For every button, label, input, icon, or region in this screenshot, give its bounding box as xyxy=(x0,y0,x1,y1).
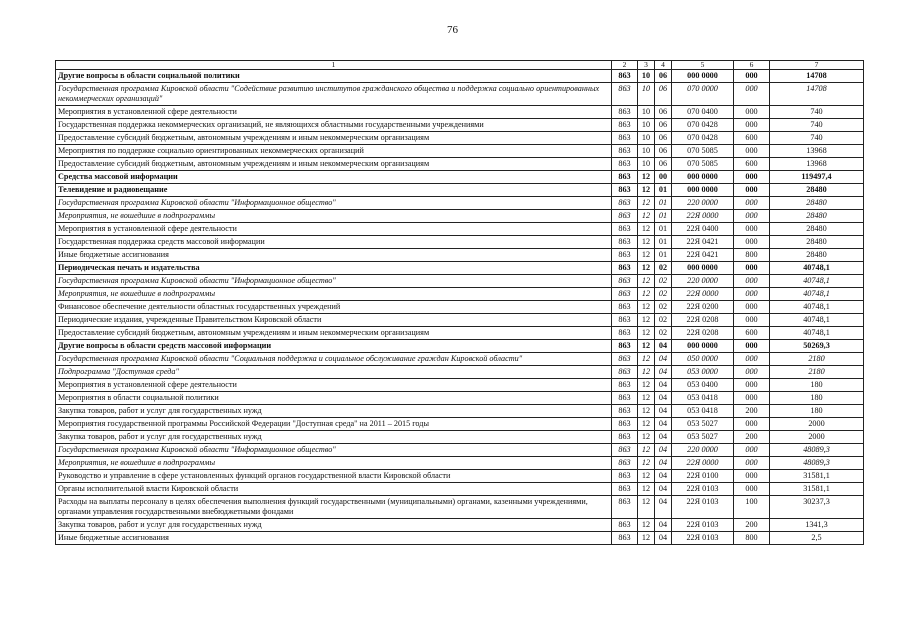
row-name: Руководство и управление в сфере установленных функций органов государственной власти Кировской области xyxy=(56,470,612,483)
cell-subsection: 04 xyxy=(655,379,672,392)
cell-amount: 28480 xyxy=(770,197,864,210)
table-row xyxy=(56,405,864,418)
cell-subsection: 04 xyxy=(655,519,672,532)
cell-subsection: 01 xyxy=(655,197,672,210)
cell-section: 12 xyxy=(638,340,655,353)
row-name: Предоставление субсидий бюджетным, автономным учреждениям и иным некоммерческим организациям xyxy=(56,132,612,145)
cell-admin-code: 863 xyxy=(612,106,638,119)
table-row xyxy=(56,496,864,519)
cell-admin-code: 863 xyxy=(612,532,638,545)
cell-subsection: 04 xyxy=(655,418,672,431)
cell-admin-code: 863 xyxy=(612,275,638,288)
cell-target-item: 053 0000 xyxy=(672,366,734,379)
row-name: Подпрограмма "Доступная среда" xyxy=(56,366,612,379)
cell-expense-type: 000 xyxy=(734,288,770,301)
cell-section: 12 xyxy=(638,314,655,327)
cell-section: 12 xyxy=(638,249,655,262)
cell-subsection: 06 xyxy=(655,70,672,83)
cell-target-item: 000 0000 xyxy=(672,262,734,275)
cell-amount: 119497,4 xyxy=(770,171,864,184)
cell-target-item: 22Я 0421 xyxy=(672,236,734,249)
table-row xyxy=(56,262,864,275)
cell-section: 12 xyxy=(638,171,655,184)
cell-subsection: 02 xyxy=(655,262,672,275)
cell-subsection: 04 xyxy=(655,496,672,519)
cell-subsection: 02 xyxy=(655,314,672,327)
cell-amount: 13968 xyxy=(770,158,864,171)
cell-amount: 40748,1 xyxy=(770,262,864,275)
cell-expense-type: 000 xyxy=(734,470,770,483)
cell-section: 10 xyxy=(638,83,655,106)
cell-subsection: 04 xyxy=(655,431,672,444)
table-row xyxy=(56,392,864,405)
table-row xyxy=(56,210,864,223)
cell-expense-type: 000 xyxy=(734,184,770,197)
cell-amount: 2180 xyxy=(770,366,864,379)
cell-target-item: 000 0000 xyxy=(672,340,734,353)
cell-subsection: 00 xyxy=(655,171,672,184)
table-row xyxy=(56,366,864,379)
cell-admin-code: 863 xyxy=(612,262,638,275)
cell-amount: 2180 xyxy=(770,353,864,366)
table-row xyxy=(56,483,864,496)
table-row xyxy=(56,70,864,83)
cell-expense-type: 200 xyxy=(734,519,770,532)
cell-admin-code: 863 xyxy=(612,431,638,444)
cell-section: 12 xyxy=(638,366,655,379)
row-name: Государственная поддержка средств массовой информации xyxy=(56,236,612,249)
cell-expense-type: 000 xyxy=(734,262,770,275)
row-name: Мероприятия в установленной сфере деятельности xyxy=(56,223,612,236)
table-row xyxy=(56,288,864,301)
cell-target-item: 22Я 0200 xyxy=(672,301,734,314)
cell-admin-code: 863 xyxy=(612,249,638,262)
cell-expense-type: 600 xyxy=(734,158,770,171)
table-row xyxy=(56,532,864,545)
cell-target-item: 070 0400 xyxy=(672,106,734,119)
cell-subsection: 04 xyxy=(655,532,672,545)
cell-admin-code: 863 xyxy=(612,366,638,379)
cell-section: 12 xyxy=(638,470,655,483)
cell-target-item: 053 0418 xyxy=(672,392,734,405)
cell-amount: 31581,1 xyxy=(770,483,864,496)
cell-target-item: 000 0000 xyxy=(672,70,734,83)
cell-subsection: 06 xyxy=(655,106,672,119)
cell-admin-code: 863 xyxy=(612,171,638,184)
cell-target-item: 070 0428 xyxy=(672,132,734,145)
cell-admin-code: 863 xyxy=(612,132,638,145)
cell-amount: 31581,1 xyxy=(770,470,864,483)
cell-expense-type: 000 xyxy=(734,353,770,366)
cell-target-item: 22Я 0421 xyxy=(672,249,734,262)
cell-amount: 180 xyxy=(770,392,864,405)
cell-expense-type: 000 xyxy=(734,70,770,83)
cell-target-item: 22Я 0103 xyxy=(672,519,734,532)
row-name: Иные бюджетные ассигнования xyxy=(56,532,612,545)
table-row xyxy=(56,470,864,483)
cell-expense-type: 800 xyxy=(734,532,770,545)
row-name: Мероприятия, не вошедшие в подпрограммы xyxy=(56,210,612,223)
row-name: Средства массовой информации xyxy=(56,171,612,184)
cell-section: 12 xyxy=(638,405,655,418)
cell-amount: 28480 xyxy=(770,236,864,249)
cell-subsection: 02 xyxy=(655,275,672,288)
cell-subsection: 06 xyxy=(655,158,672,171)
table-row xyxy=(56,418,864,431)
cell-expense-type: 000 xyxy=(734,444,770,457)
cell-subsection: 06 xyxy=(655,119,672,132)
column-number-row xyxy=(56,61,864,70)
row-name: Органы исполнительной власти Кировской области xyxy=(56,483,612,496)
table-row xyxy=(56,106,864,119)
cell-amount: 28480 xyxy=(770,223,864,236)
row-name: Закупка товаров, работ и услуг для государственных нужд xyxy=(56,431,612,444)
cell-section: 10 xyxy=(638,132,655,145)
cell-section: 12 xyxy=(638,236,655,249)
cell-expense-type: 000 xyxy=(734,106,770,119)
table-row xyxy=(56,275,864,288)
cell-admin-code: 863 xyxy=(612,70,638,83)
cell-target-item: 053 0400 xyxy=(672,379,734,392)
row-name: Периодическая печать и издательства xyxy=(56,262,612,275)
cell-subsection: 04 xyxy=(655,366,672,379)
cell-admin-code: 863 xyxy=(612,288,638,301)
column-number: 4 xyxy=(655,61,672,70)
cell-target-item: 000 0000 xyxy=(672,171,734,184)
cell-section: 10 xyxy=(638,145,655,158)
cell-amount: 740 xyxy=(770,119,864,132)
row-name: Закупка товаров, работ и услуг для государственных нужд xyxy=(56,519,612,532)
cell-expense-type: 000 xyxy=(734,366,770,379)
table-row xyxy=(56,444,864,457)
row-name: Телевидение и радиовещание xyxy=(56,184,612,197)
cell-target-item: 070 5085 xyxy=(672,145,734,158)
cell-target-item: 22Я 0208 xyxy=(672,314,734,327)
cell-subsection: 02 xyxy=(655,327,672,340)
row-name: Мероприятия, не вошедшие в подпрограммы xyxy=(56,457,612,470)
cell-subsection: 01 xyxy=(655,223,672,236)
table-row xyxy=(56,353,864,366)
cell-amount: 40748,1 xyxy=(770,288,864,301)
cell-amount: 30237,3 xyxy=(770,496,864,519)
cell-admin-code: 863 xyxy=(612,340,638,353)
row-name: Мероприятия в области социальной политики xyxy=(56,392,612,405)
cell-expense-type: 000 xyxy=(734,210,770,223)
cell-expense-type: 200 xyxy=(734,431,770,444)
cell-admin-code: 863 xyxy=(612,444,638,457)
table-row xyxy=(56,301,864,314)
cell-amount: 48089,3 xyxy=(770,457,864,470)
row-name: Мероприятия в установленной сфере деятельности xyxy=(56,106,612,119)
cell-target-item: 050 0000 xyxy=(672,353,734,366)
cell-subsection: 01 xyxy=(655,236,672,249)
row-name: Закупка товаров, работ и услуг для государственных нужд xyxy=(56,405,612,418)
table-row xyxy=(56,145,864,158)
cell-subsection: 06 xyxy=(655,145,672,158)
row-name: Предоставление субсидий бюджетным, автономным учреждениям и иным некоммерческим организациям xyxy=(56,327,612,340)
row-name: Расходы на выплаты персоналу в целях обеспечения выполнения функций государственными (муниципальными) органами, казенными учреждениями, органами управления государственными внебюджетными фондами xyxy=(56,496,612,519)
cell-section: 12 xyxy=(638,184,655,197)
cell-amount: 14708 xyxy=(770,70,864,83)
cell-amount: 1341,3 xyxy=(770,519,864,532)
cell-expense-type: 000 xyxy=(734,275,770,288)
cell-target-item: 053 0418 xyxy=(672,405,734,418)
cell-subsection: 04 xyxy=(655,457,672,470)
cell-admin-code: 863 xyxy=(612,457,638,470)
cell-target-item: 22Я 0100 xyxy=(672,470,734,483)
cell-section: 10 xyxy=(638,106,655,119)
cell-expense-type: 100 xyxy=(734,496,770,519)
cell-target-item: 22Я 0000 xyxy=(672,457,734,470)
row-name: Государственная программа Кировской области "Информационное общество" xyxy=(56,444,612,457)
cell-expense-type: 000 xyxy=(734,236,770,249)
cell-amount: 40748,1 xyxy=(770,327,864,340)
cell-admin-code: 863 xyxy=(612,496,638,519)
cell-expense-type: 200 xyxy=(734,405,770,418)
cell-admin-code: 863 xyxy=(612,145,638,158)
page-number: 76 xyxy=(447,24,458,36)
cell-subsection: 06 xyxy=(655,132,672,145)
cell-expense-type: 000 xyxy=(734,314,770,327)
cell-section: 12 xyxy=(638,197,655,210)
cell-admin-code: 863 xyxy=(612,158,638,171)
table-row xyxy=(56,314,864,327)
cell-admin-code: 863 xyxy=(612,519,638,532)
row-name: Государственная программа Кировской области "Информационное общество" xyxy=(56,275,612,288)
cell-section: 12 xyxy=(638,210,655,223)
table-row xyxy=(56,431,864,444)
table-row xyxy=(56,83,864,106)
row-name: Другие вопросы в области социальной политики xyxy=(56,70,612,83)
row-name: Государственная программа Кировской области "Содействие развитию институтов гражданского общества и поддержка социально ориентированных некоммерческих организаций" xyxy=(56,83,612,106)
cell-target-item: 070 0428 xyxy=(672,119,734,132)
budget-table xyxy=(55,60,864,545)
cell-target-item: 220 0000 xyxy=(672,275,734,288)
cell-target-item: 22Я 0000 xyxy=(672,288,734,301)
cell-target-item: 22Я 0103 xyxy=(672,483,734,496)
cell-amount: 2000 xyxy=(770,418,864,431)
row-name: Другие вопросы в области средств массовой информации xyxy=(56,340,612,353)
cell-subsection: 01 xyxy=(655,184,672,197)
row-name: Предоставление субсидий бюджетным, автономным учреждениям и иным некоммерческим организациям xyxy=(56,158,612,171)
cell-target-item: 22Я 0208 xyxy=(672,327,734,340)
cell-section: 12 xyxy=(638,353,655,366)
cell-section: 12 xyxy=(638,379,655,392)
table-row xyxy=(56,184,864,197)
cell-admin-code: 863 xyxy=(612,210,638,223)
cell-section: 12 xyxy=(638,496,655,519)
cell-subsection: 06 xyxy=(655,83,672,106)
cell-admin-code: 863 xyxy=(612,314,638,327)
cell-section: 12 xyxy=(638,392,655,405)
cell-expense-type: 000 xyxy=(734,483,770,496)
cell-section: 12 xyxy=(638,262,655,275)
cell-section: 12 xyxy=(638,301,655,314)
table-row xyxy=(56,236,864,249)
cell-amount: 40748,1 xyxy=(770,275,864,288)
table-row xyxy=(56,197,864,210)
cell-amount: 2,5 xyxy=(770,532,864,545)
cell-amount: 48089,3 xyxy=(770,444,864,457)
cell-section: 10 xyxy=(638,70,655,83)
table-row xyxy=(56,457,864,470)
cell-admin-code: 863 xyxy=(612,353,638,366)
cell-admin-code: 863 xyxy=(612,197,638,210)
row-name: Мероприятия государственной программы Российской Федерации "Доступная среда" на 2011 – 2015 годы xyxy=(56,418,612,431)
cell-section: 12 xyxy=(638,444,655,457)
table-row xyxy=(56,340,864,353)
cell-subsection: 02 xyxy=(655,301,672,314)
cell-admin-code: 863 xyxy=(612,301,638,314)
row-name: Периодические издания, учрежденные Правительством Кировской области xyxy=(56,314,612,327)
cell-admin-code: 863 xyxy=(612,327,638,340)
row-name: Мероприятия, не вошедшие в подпрограммы xyxy=(56,288,612,301)
table-row xyxy=(56,379,864,392)
cell-amount: 28480 xyxy=(770,184,864,197)
table-row xyxy=(56,249,864,262)
cell-subsection: 04 xyxy=(655,392,672,405)
row-name: Государственная программа Кировской области "Социальная поддержка и социальное обслуживание граждан Кировской области" xyxy=(56,353,612,366)
cell-target-item: 22Я 0103 xyxy=(672,532,734,545)
table-row xyxy=(56,171,864,184)
cell-amount: 28480 xyxy=(770,210,864,223)
cell-subsection: 04 xyxy=(655,353,672,366)
cell-amount: 13968 xyxy=(770,145,864,158)
cell-expense-type: 000 xyxy=(734,379,770,392)
cell-target-item: 053 5027 xyxy=(672,418,734,431)
cell-amount: 40748,1 xyxy=(770,314,864,327)
cell-section: 10 xyxy=(638,158,655,171)
cell-admin-code: 863 xyxy=(612,83,638,106)
cell-expense-type: 000 xyxy=(734,340,770,353)
cell-subsection: 04 xyxy=(655,470,672,483)
cell-expense-type: 800 xyxy=(734,249,770,262)
column-number: 2 xyxy=(612,61,638,70)
cell-admin-code: 863 xyxy=(612,223,638,236)
row-name: Иные бюджетные ассигнования xyxy=(56,249,612,262)
cell-target-item: 220 0000 xyxy=(672,197,734,210)
cell-subsection: 04 xyxy=(655,483,672,496)
row-name: Мероприятия в установленной сфере деятельности xyxy=(56,379,612,392)
cell-section: 12 xyxy=(638,223,655,236)
table-row xyxy=(56,223,864,236)
cell-target-item: 22Я 0000 xyxy=(672,210,734,223)
cell-subsection: 01 xyxy=(655,249,672,262)
cell-subsection: 01 xyxy=(655,210,672,223)
cell-expense-type: 000 xyxy=(734,223,770,236)
cell-section: 12 xyxy=(638,327,655,340)
cell-subsection: 04 xyxy=(655,340,672,353)
column-number: 5 xyxy=(672,61,734,70)
table-row xyxy=(56,132,864,145)
cell-expense-type: 000 xyxy=(734,119,770,132)
cell-admin-code: 863 xyxy=(612,405,638,418)
cell-expense-type: 000 xyxy=(734,418,770,431)
cell-expense-type: 000 xyxy=(734,301,770,314)
cell-amount: 740 xyxy=(770,132,864,145)
cell-section: 12 xyxy=(638,519,655,532)
cell-section: 12 xyxy=(638,288,655,301)
cell-target-item: 22Я 0103 xyxy=(672,496,734,519)
cell-section: 12 xyxy=(638,532,655,545)
cell-admin-code: 863 xyxy=(612,379,638,392)
cell-section: 12 xyxy=(638,483,655,496)
cell-expense-type: 000 xyxy=(734,145,770,158)
cell-admin-code: 863 xyxy=(612,483,638,496)
row-name: Государственная поддержка некоммерческих организаций, не являющихся областными государственными учреждениями xyxy=(56,119,612,132)
row-name: Мероприятия по поддержке социально ориентированных некоммерческих организаций xyxy=(56,145,612,158)
column-number: 1 xyxy=(56,61,612,70)
cell-admin-code: 863 xyxy=(612,119,638,132)
budget-table-body xyxy=(56,61,864,545)
table-row xyxy=(56,119,864,132)
cell-subsection: 02 xyxy=(655,288,672,301)
cell-section: 12 xyxy=(638,275,655,288)
cell-amount: 180 xyxy=(770,405,864,418)
cell-admin-code: 863 xyxy=(612,392,638,405)
cell-expense-type: 600 xyxy=(734,327,770,340)
cell-target-item: 053 5027 xyxy=(672,431,734,444)
cell-expense-type: 000 xyxy=(734,457,770,470)
cell-amount: 180 xyxy=(770,379,864,392)
cell-target-item: 070 5085 xyxy=(672,158,734,171)
cell-expense-type: 000 xyxy=(734,392,770,405)
cell-admin-code: 863 xyxy=(612,236,638,249)
cell-admin-code: 863 xyxy=(612,184,638,197)
cell-expense-type: 000 xyxy=(734,83,770,106)
table-row xyxy=(56,519,864,532)
cell-target-item: 000 0000 xyxy=(672,184,734,197)
cell-amount: 28480 xyxy=(770,249,864,262)
cell-section: 12 xyxy=(638,431,655,444)
cell-amount: 40748,1 xyxy=(770,301,864,314)
cell-section: 12 xyxy=(638,418,655,431)
cell-subsection: 04 xyxy=(655,405,672,418)
column-number: 7 xyxy=(770,61,864,70)
table-row xyxy=(56,158,864,171)
cell-section: 10 xyxy=(638,119,655,132)
cell-target-item: 070 0000 xyxy=(672,83,734,106)
cell-expense-type: 600 xyxy=(734,132,770,145)
cell-admin-code: 863 xyxy=(612,470,638,483)
cell-target-item: 22Я 0400 xyxy=(672,223,734,236)
cell-amount: 2000 xyxy=(770,431,864,444)
cell-amount: 14708 xyxy=(770,83,864,106)
cell-expense-type: 000 xyxy=(734,197,770,210)
cell-expense-type: 000 xyxy=(734,171,770,184)
column-number: 6 xyxy=(734,61,770,70)
cell-amount: 50269,3 xyxy=(770,340,864,353)
row-name: Финансовое обеспечение деятельности областных государственных учреждений xyxy=(56,301,612,314)
row-name: Государственная программа Кировской области "Информационное общество" xyxy=(56,197,612,210)
column-number: 3 xyxy=(638,61,655,70)
table-row xyxy=(56,327,864,340)
cell-amount: 740 xyxy=(770,106,864,119)
cell-subsection: 04 xyxy=(655,444,672,457)
cell-target-item: 220 0000 xyxy=(672,444,734,457)
cell-admin-code: 863 xyxy=(612,418,638,431)
cell-section: 12 xyxy=(638,457,655,470)
